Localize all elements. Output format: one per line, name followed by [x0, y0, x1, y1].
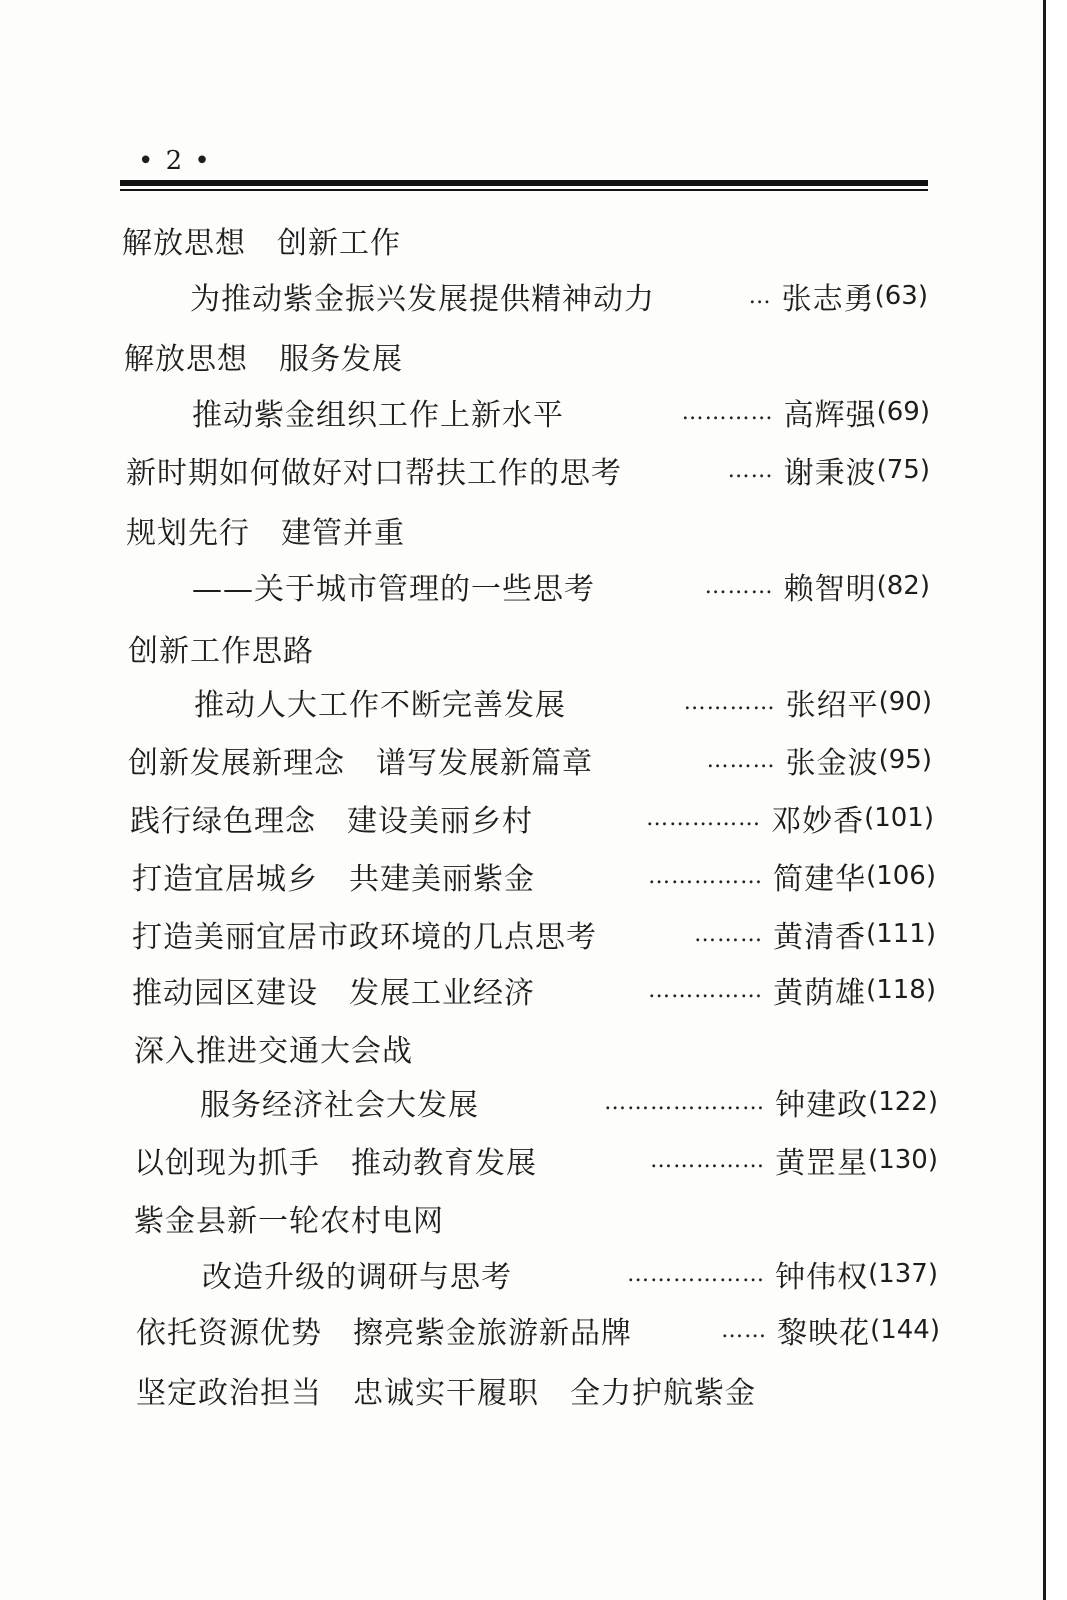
- page-number: • 2 •: [138, 146, 212, 176]
- toc-leader-dots: …: [748, 283, 772, 309]
- toc-author: 邓妙香: [771, 804, 865, 839]
- toc-title: 紫金县新一轮农村电网: [134, 1204, 444, 1239]
- toc-author: 黎映花: [777, 1316, 871, 1351]
- toc-page-number: (111): [866, 919, 936, 949]
- toc-leader-dots: ………: [706, 747, 776, 773]
- toc-entry: [134, 1140, 938, 1180]
- toc-title: 解放思想 创新工作: [122, 226, 401, 261]
- toc-title: 坚定政治担当 忠诚实干履职 全力护航紫金: [136, 1376, 756, 1411]
- toc-entry: [126, 510, 930, 550]
- toc-page-number: (90): [878, 687, 932, 717]
- toc-author: 谢秉波: [783, 456, 877, 491]
- toc-leader-dots: ……………: [648, 863, 764, 889]
- toc-title: 推动人大工作不断完善发展: [194, 688, 566, 723]
- toc-leader-dots: …………: [681, 399, 774, 425]
- toc-title: 创新工作思路: [128, 634, 314, 669]
- toc-page-number: (137): [868, 1259, 938, 1289]
- toc-title: 创新发展新理念 谱写发展新篇章: [128, 746, 593, 781]
- toc-entry: [134, 1028, 938, 1068]
- toc-page-number: (144): [870, 1315, 940, 1345]
- toc-leader-dots: …………: [683, 689, 776, 715]
- toc-title: ——关于城市管理的一些思考: [192, 572, 595, 607]
- toc-title: 推动紫金组织工作上新水平: [192, 398, 564, 433]
- toc-entry: [190, 276, 928, 316]
- toc-entry: [122, 220, 928, 260]
- toc-entry: [126, 450, 930, 490]
- toc-entry: [130, 798, 934, 838]
- toc-title: 践行绿色理念 建设美丽乡村: [130, 804, 533, 839]
- toc-entry: [132, 856, 936, 896]
- toc-entry: [192, 566, 930, 606]
- toc-entry: [136, 1370, 940, 1410]
- toc-title: 服务经济社会大发展: [200, 1088, 479, 1123]
- toc-entry: [136, 1310, 940, 1350]
- toc-entry: [194, 682, 932, 722]
- toc-page-number: (82): [876, 571, 930, 601]
- toc-title: 以创现为抓手 推动教育发展: [134, 1146, 537, 1181]
- toc-author: 钟伟权: [775, 1260, 869, 1295]
- toc-leader-dots: ………: [694, 921, 764, 947]
- toc-page-number: (122): [868, 1087, 938, 1117]
- toc-page-number: (75): [876, 455, 930, 485]
- toc-title: 依托资源优势 擦亮紫金旅游新品牌: [136, 1316, 632, 1351]
- toc-entry: [202, 1254, 938, 1294]
- toc-title: 打造美丽宜居市政环境的几点思考: [132, 920, 597, 955]
- toc-title: 深入推进交通大会战: [134, 1034, 413, 1069]
- toc-entry: [132, 914, 936, 954]
- toc-page-number: (118): [866, 975, 936, 1005]
- toc-author: 张金波: [785, 746, 879, 781]
- toc-leader-dots: ……………: [648, 977, 764, 1003]
- toc-author: 黄荫雄: [773, 976, 867, 1011]
- toc-author: 黄清香: [773, 920, 867, 955]
- toc-leader-dots: …………………: [604, 1089, 766, 1115]
- toc-leader-dots: ………: [704, 573, 774, 599]
- toc-entry: [132, 970, 936, 1010]
- toc-author: 赖智明: [783, 572, 877, 607]
- toc-entry: [134, 1198, 938, 1238]
- toc-title: 打造宜居城乡 共建美丽紫金: [132, 862, 535, 897]
- toc-entry: [124, 336, 930, 376]
- toc-leader-dots: ……: [727, 457, 774, 483]
- toc-page-number: (63): [874, 281, 928, 311]
- toc-page-number: (106): [866, 861, 936, 891]
- toc-leader-dots: ……: [721, 1317, 768, 1343]
- toc-page-number: (130): [868, 1145, 938, 1175]
- toc-entry: [200, 1082, 938, 1122]
- toc-entry: [128, 628, 932, 668]
- toc-page-number: (69): [876, 397, 930, 427]
- toc-title: 新时期如何做好对口帮扶工作的思考: [126, 456, 622, 491]
- toc-title: 规划先行 建管并重: [126, 516, 405, 551]
- toc-title: 改造升级的调研与思考: [202, 1260, 512, 1295]
- toc-author: 张绍平: [785, 688, 879, 723]
- toc-author: 钟建政: [775, 1088, 869, 1123]
- toc-page-number: (95): [878, 745, 932, 775]
- toc-entry: [192, 392, 930, 432]
- toc-title: 为推动紫金振兴发展提供精神动力: [190, 282, 655, 317]
- toc-author: 张志勇: [781, 282, 875, 317]
- toc-leader-dots: ……………: [646, 805, 762, 831]
- toc-page-number: (101): [864, 803, 934, 833]
- toc-leader-dots: ………………: [627, 1261, 766, 1287]
- toc-title: 解放思想 服务发展: [124, 342, 403, 377]
- toc-leader-dots: ……………: [650, 1147, 766, 1173]
- toc-entry: [128, 740, 932, 780]
- toc-author: 黄罡星: [775, 1146, 869, 1181]
- toc-author: 高辉强: [783, 398, 877, 433]
- toc-author: 简建华: [773, 862, 867, 897]
- toc-title: 推动园区建设 发展工业经济: [132, 976, 535, 1011]
